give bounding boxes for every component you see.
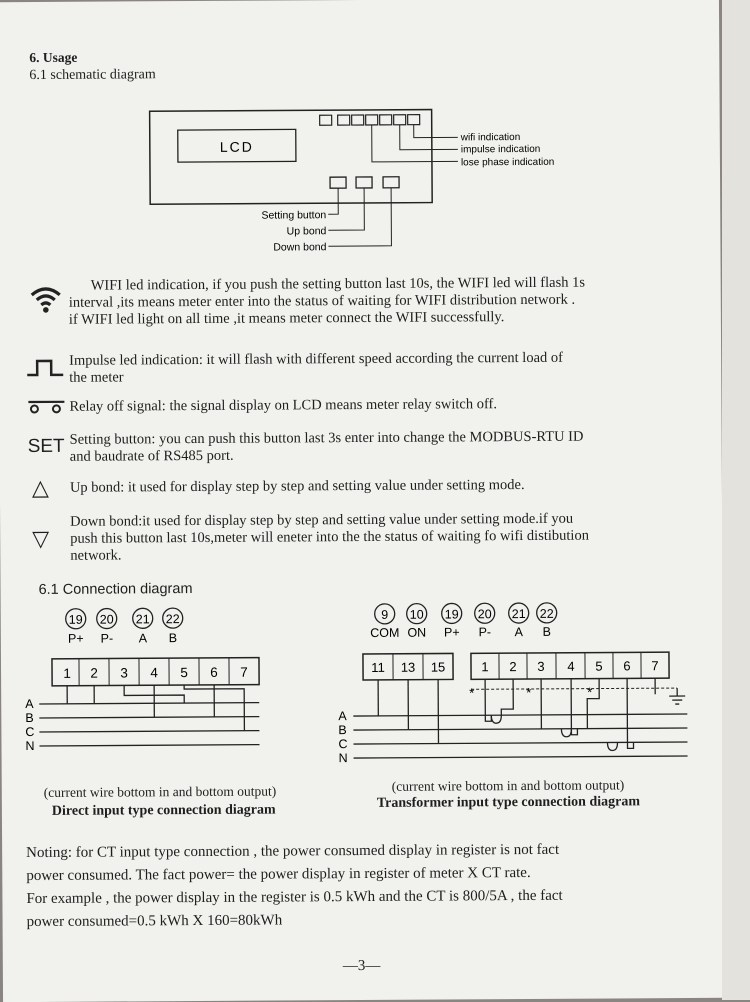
indicator-led	[338, 115, 350, 125]
direct-caption-note: (current wire bottom in and bottom output)	[44, 784, 277, 801]
schematic-heading: 6.1 schematic diagram	[29, 67, 155, 84]
svg-text:20: 20	[478, 607, 492, 621]
svg-text:6: 6	[623, 658, 630, 673]
wifi-description-line: WIFI led indication, if you push the setting button last 10s, the WIFI led will flash 1s	[69, 275, 585, 295]
ct-note-line: power consumed. The fact power= the power display in register of meter X CT rate.	[26, 862, 562, 888]
svg-text:1: 1	[481, 659, 488, 674]
svg-text:22: 22	[166, 612, 180, 626]
ct-note-line: power consumed=0.5 kWh X 160=80kWh	[27, 908, 563, 934]
transformer-connection-diagram	[331, 598, 702, 775]
ct-polarity-star: *	[526, 685, 531, 700]
up-bond-label: Up bond	[287, 225, 327, 237]
svg-text:5: 5	[180, 665, 188, 680]
svg-text:9: 9	[381, 608, 388, 622]
svg-text:B: B	[543, 625, 551, 639]
direct-wire-c: C	[25, 725, 34, 739]
direct-wire-a: A	[25, 697, 34, 711]
svg-text:4: 4	[150, 665, 158, 680]
direct-wire-b: B	[25, 711, 33, 725]
transformer-signal-circles	[370, 603, 557, 640]
ct-note-line: Noting: for CT input type connection , the power consumed display in register is not fact	[26, 839, 562, 865]
down-description	[70, 511, 589, 565]
direct-terminal-block	[52, 658, 259, 686]
impulse-icon	[25, 357, 65, 379]
section-title: 6. Usage	[29, 50, 77, 66]
svg-text:4: 4	[567, 659, 574, 674]
indicator-led	[352, 115, 364, 125]
svg-text:P+: P+	[68, 632, 84, 646]
indicator-led	[366, 115, 378, 125]
down-description-line: push this button last 10s,meter will eneter into the the status of waiting fo wifi distibution	[70, 528, 589, 548]
transformer-wire-n: N	[339, 751, 348, 765]
svg-text:5: 5	[595, 659, 602, 674]
setting-description	[70, 429, 584, 466]
up-description-line: Up bond: it used for display step by step and setting value under setting mode.	[70, 477, 525, 497]
svg-text:15: 15	[431, 659, 446, 674]
svg-text:22: 22	[540, 607, 554, 621]
relay-description-line: Relay off signal: the signal display on LCD means meter relay switch off.	[69, 396, 497, 416]
transformer-wire-a: A	[338, 709, 347, 723]
svg-text:1: 1	[63, 666, 71, 681]
ct-polarity-star: *	[587, 685, 592, 700]
svg-text:21: 21	[136, 612, 150, 626]
svg-text:2: 2	[90, 666, 98, 681]
ct-note-line: For example , the power display in the register is 0.5 kWh and the CT is 800/5A , the fact	[26, 885, 562, 911]
svg-text:A: A	[139, 631, 148, 645]
setting-button	[330, 177, 346, 188]
relay-description	[69, 396, 497, 416]
svg-text:11: 11	[371, 660, 385, 675]
svg-text:P+: P+	[444, 625, 460, 639]
indicator-led	[408, 115, 420, 125]
svg-text:19: 19	[445, 607, 459, 621]
transformer-wire-b: B	[338, 723, 346, 737]
down-description-line: Down bond:it used for display step by step and setting value under setting mode.if you	[70, 511, 589, 531]
transformer-wire-c: C	[338, 737, 347, 751]
svg-text:7: 7	[651, 658, 658, 673]
svg-text:19: 19	[69, 613, 83, 627]
direct-wiring	[39, 685, 259, 746]
up-triangle-icon: △	[32, 475, 49, 501]
svg-text:P-: P-	[101, 632, 114, 646]
svg-text:13: 13	[401, 660, 416, 675]
direct-signal-circles	[66, 608, 183, 646]
indicator-led	[394, 115, 406, 125]
direct-wire-n: N	[25, 739, 34, 753]
down-button	[383, 177, 399, 188]
setting-description-line: Setting button: you can push this button last 3s enter into change the MODBUS-RTU ID	[70, 429, 584, 449]
impulse-description-line: Impulse led indication: it will flash with different speed according the current load of	[69, 350, 563, 370]
up-description	[70, 477, 525, 497]
direct-connection-diagram	[1, 600, 332, 777]
impulse-description	[69, 350, 563, 387]
ct-note	[26, 839, 563, 934]
wifi-leader-line	[414, 124, 458, 137]
down-triangle-icon: ▽	[32, 526, 49, 552]
down-bond-label: Down bond	[273, 241, 326, 253]
page-edge	[722, 0, 750, 1000]
svg-text:6: 6	[210, 665, 218, 680]
transformer-wiring	[353, 678, 687, 758]
svg-text:A: A	[515, 625, 524, 639]
impulse-description-line: the meter	[69, 367, 563, 387]
svg-text:B: B	[169, 631, 177, 645]
wifi-description-line: interval ,its means meter enter into the status of waiting for WIFI distribution network .	[69, 292, 585, 312]
connection-heading: 6.1 Connection diagram	[38, 581, 192, 598]
svg-text:20: 20	[100, 613, 114, 627]
svg-text:21: 21	[512, 607, 526, 621]
page-number: —3—	[343, 958, 381, 975]
relay-switch-icon	[25, 398, 67, 416]
svg-text:10: 10	[410, 608, 424, 622]
wifi-indication-label: wifi indication	[460, 132, 521, 143]
setting-button-label: Setting button	[261, 209, 326, 221]
lose-phase-indication-label: lose phase indication	[461, 157, 554, 169]
schematic-diagram	[0, 98, 721, 262]
svg-text:2: 2	[509, 659, 516, 674]
ct-polarity-star: *	[469, 685, 474, 700]
set-icon: SET	[28, 436, 65, 458]
indicator-led	[320, 115, 332, 125]
transformer-caption-title: Transformer input type connection diagram	[377, 794, 640, 812]
down-description-line: network.	[70, 545, 589, 565]
impulse-indication-label: impulse indication	[461, 144, 541, 155]
meter-front-panel	[150, 110, 433, 205]
svg-text:7: 7	[240, 665, 248, 680]
setting-leader-line	[328, 188, 338, 214]
lcd-label: LCD	[220, 139, 254, 155]
transformer-terminal-block	[471, 652, 669, 679]
setting-description-line: and baudrate of RS485 port.	[70, 446, 584, 466]
ground-icon	[669, 688, 685, 704]
lose-phase-leader-line	[372, 124, 458, 162]
svg-text:P-: P-	[479, 625, 492, 639]
up-leader-line	[328, 188, 364, 230]
indicator-led	[380, 115, 392, 125]
transformer-ground-dashed-line	[471, 688, 677, 689]
svg-text:COM: COM	[370, 626, 399, 640]
wifi-description	[69, 275, 586, 329]
svg-text:ON: ON	[407, 626, 426, 640]
transformer-caption-note: (current wire bottom in and bottom output)	[392, 777, 625, 794]
wifi-description-line: if WIFI led light on all time ,it means meter connect the WIFI successfully.	[69, 309, 585, 329]
direct-caption-title: Direct input type connection diagram	[52, 803, 276, 820]
svg-text:3: 3	[537, 659, 544, 674]
down-leader-line	[328, 188, 391, 246]
svg-text:3: 3	[120, 665, 128, 680]
transformer-left-terminal-block	[363, 653, 453, 680]
up-button	[356, 177, 372, 188]
wifi-icon	[29, 284, 63, 314]
